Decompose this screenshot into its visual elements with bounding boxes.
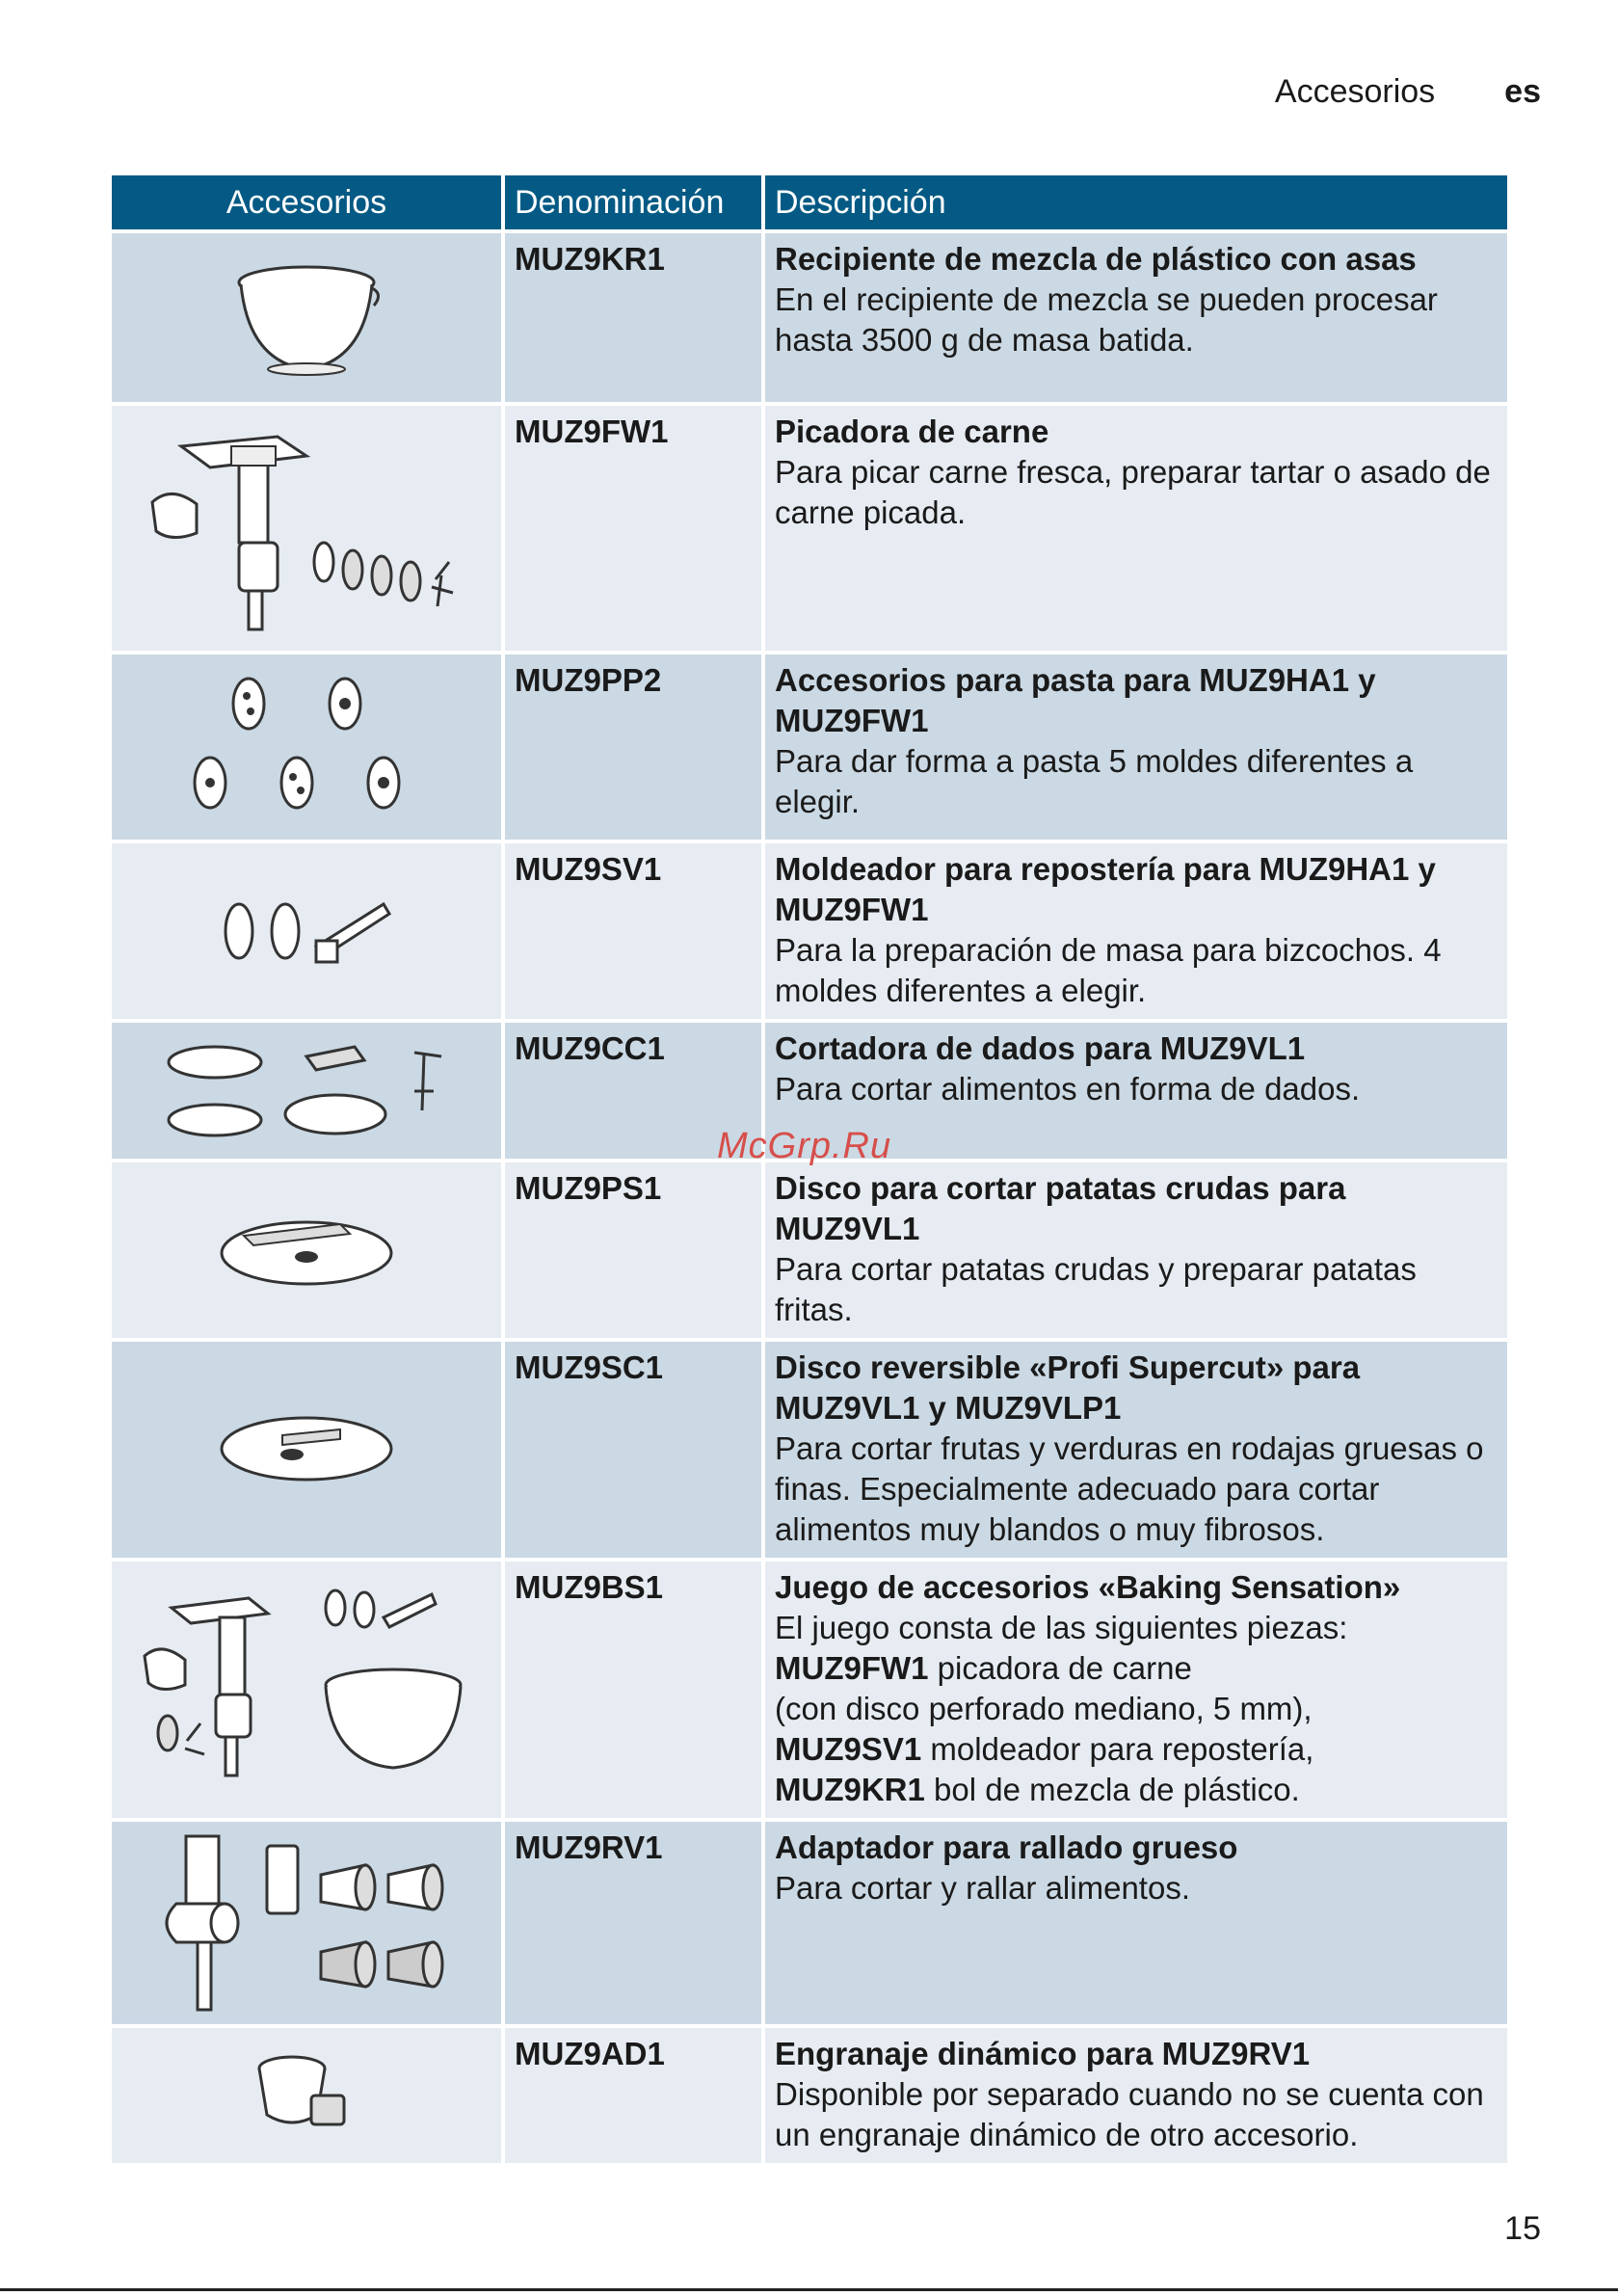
accessory-description (765, 1822, 1507, 2024)
description-text: Disponible por separado cuando no se cuenta con un engranaje dinámico de otro accesorio. (775, 2076, 1484, 2152)
description-text: Para dar forma a pasta 5 moldes diferentes a elegir. (775, 743, 1414, 819)
accessory-image (112, 1162, 501, 1338)
description-title: Recipiente de mezcla de plástico con asas (775, 241, 1417, 277)
column-header-description: Descripción (765, 175, 1507, 229)
accessory-code: MUZ9AD1 (505, 2028, 761, 2163)
accessory-image (112, 1342, 501, 1558)
pastry-shaper-icon (220, 893, 393, 970)
description-text: Para cortar y rallar alimentos. (775, 1870, 1190, 1906)
set-item (775, 1689, 1498, 1729)
accessory-description (765, 406, 1507, 651)
bottom-rule (0, 2288, 1618, 2291)
table-row (112, 843, 1507, 1019)
drive-gear-icon (253, 2047, 359, 2144)
accessory-description (765, 654, 1507, 840)
accessory-description (765, 2028, 1507, 2163)
accessory-description (765, 1342, 1507, 1558)
accessory-image (112, 843, 501, 1019)
baking-set-icon (143, 1579, 470, 1801)
description-text: Para cortar alimentos en forma de dados. (775, 1071, 1361, 1107)
accessory-image (112, 233, 501, 402)
accessories-table (108, 172, 1511, 2167)
description-text: Para cortar frutas y verduras en rodajas gruesas o finas. Especialmente adecuado para cortar alimentos muy blandos o muy fibrosos. (775, 1430, 1484, 1547)
accessory-code: MUZ9SC1 (505, 1342, 761, 1558)
column-header-accessories: Accesorios (112, 175, 501, 229)
table-row (112, 233, 1507, 402)
accessory-image (112, 654, 501, 840)
table-row (112, 1822, 1507, 2024)
description-text: Para picar carne fresca, preparar tartar o asado de carne picada. (775, 454, 1491, 530)
accessory-description (765, 1162, 1507, 1338)
set-item-code: MUZ9KR1 (775, 1772, 925, 1807)
description-title: Accesorios para pasta para MUZ9HA1 y MUZ9FW1 (775, 662, 1376, 738)
description-text: En el recipiente de mezcla se pueden procesar hasta 3500 g de masa batida. (775, 281, 1438, 358)
description-title: Engranaje dinámico para MUZ9RV1 (775, 2036, 1311, 2071)
accessory-code: MUZ9KR1 (505, 233, 761, 402)
page-number: 15 (1504, 2210, 1541, 2247)
accessory-code: MUZ9RV1 (505, 1822, 761, 2024)
description-title: Juego de accesorios «Baking Sensation» (775, 1569, 1401, 1605)
column-header-name: Denominación (505, 175, 761, 229)
meat-grinder-icon (143, 417, 470, 639)
set-item (775, 1770, 1498, 1810)
dicer-icon (162, 1033, 451, 1149)
accessory-description (765, 1562, 1507, 1818)
accessory-code: MUZ9BS1 (505, 1562, 761, 1818)
grater-adapter-icon (147, 1827, 465, 2019)
accessory-code: MUZ9FW1 (505, 406, 761, 651)
description-title: Cortadora de dados para MUZ9VL1 (775, 1030, 1306, 1066)
description-text: El juego consta de las siguientes piezas: (775, 1610, 1348, 1645)
set-item (775, 1729, 1498, 1770)
accessory-image (112, 406, 501, 651)
description-title: Disco reversible «Profi Supercut» para MUZ9VL1 y MUZ9VLP1 (775, 1349, 1361, 1426)
potato-disc-icon (215, 1207, 398, 1294)
accessory-image (112, 1822, 501, 2024)
accessory-image (112, 1023, 501, 1159)
accessory-code: MUZ9PP2 (505, 654, 761, 840)
set-item-code: MUZ9SV1 (775, 1731, 922, 1767)
accessory-image (112, 1562, 501, 1818)
table-row (112, 1162, 1507, 1338)
accessory-description (765, 843, 1507, 1019)
table-row (112, 406, 1507, 651)
header-language: es (1504, 73, 1541, 110)
reversible-disc-icon (215, 1406, 398, 1493)
description-text: Para cortar patatas crudas y preparar patatas fritas. (775, 1251, 1417, 1327)
page-header (1275, 73, 1541, 111)
description-text: Para la preparación de masa para bizcochos. 4 moldes diferentes a elegir. (775, 932, 1442, 1008)
set-item-text: bol de mezcla de plástico. (924, 1772, 1300, 1807)
table-row (112, 2028, 1507, 2163)
set-item-text: moldeador para repostería, (921, 1731, 1314, 1767)
accessory-image (112, 2028, 501, 2163)
set-item (775, 1648, 1498, 1689)
table-row (112, 654, 1507, 840)
description-title: Picadora de carne (775, 414, 1049, 449)
watermark: McGrp.Ru (717, 1126, 892, 1166)
set-item-text: picadora de carne (928, 1650, 1192, 1686)
set-item-text: (con disco perforado mediano, 5 mm), (775, 1691, 1313, 1726)
table-row (112, 1562, 1507, 1818)
header-section: Accesorios (1274, 73, 1436, 110)
pasta-discs-icon (191, 675, 422, 819)
description-title: Disco para cortar patatas crudas para MUZ9VL1 (775, 1170, 1346, 1246)
accessory-code: MUZ9CC1 (505, 1023, 761, 1159)
accessory-description (765, 233, 1507, 402)
description-title: Moldeador para repostería para MUZ9HA1 y MUZ9FW1 (775, 851, 1436, 927)
description-title: Adaptador para rallado grueso (775, 1829, 1238, 1865)
table-header-row (112, 175, 1507, 229)
set-item-code: MUZ9FW1 (775, 1650, 929, 1686)
mixing-bowl-icon (229, 255, 384, 381)
accessory-code: MUZ9PS1 (505, 1162, 761, 1338)
table-row (112, 1342, 1507, 1558)
accessory-code: MUZ9SV1 (505, 843, 761, 1019)
